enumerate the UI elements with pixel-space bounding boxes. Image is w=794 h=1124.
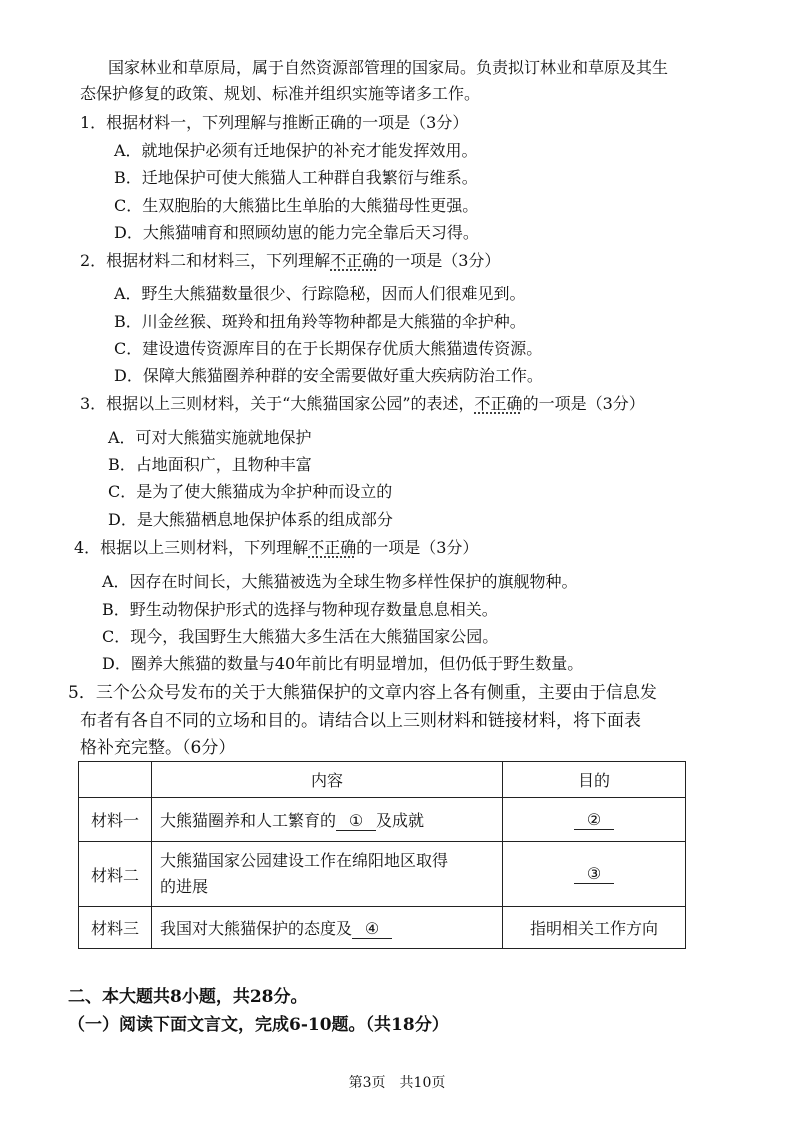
q3-stem-emphasis: 不正确 [474, 394, 523, 413]
answer-blank-2[interactable]: ② [574, 810, 614, 830]
table-row [79, 907, 686, 949]
q3-stem-post: 的一项是（3分） [522, 394, 645, 413]
q4-stem [74, 538, 478, 558]
q5-line-3: 格补充完整。（6分） [80, 738, 236, 758]
q5-line-1: 5．三个公众号发布的关于大熊猫保护的文章内容上各有侧重，主要由于信息发 [68, 683, 657, 703]
q2-option-b: B．川金丝猴、斑羚和扭角羚等物种都是大熊猫的伞护种。 [114, 312, 526, 331]
q5-line-2: 布者有各自不同的立场和目的。请结合以上三则材料和链接材料，将下面表 [80, 711, 641, 731]
row-purpose [503, 798, 686, 842]
table-header-row [79, 762, 686, 798]
q1-option-d: D．大熊猫哺育和照顾幼崽的能力完全靠后天习得。 [114, 223, 479, 242]
content-text: 的进展 [160, 877, 209, 896]
section-2-title: 二、本大题共8小题，共28分。 [68, 987, 308, 1007]
row-purpose: 指明相关工作方向 [503, 907, 686, 949]
q4-stem-pre: 4．根据以上三则材料，下列理解 [74, 538, 309, 557]
row-label: 材料一 [79, 798, 152, 842]
q3-option-b: B．占地面积广，且物种丰富 [108, 455, 312, 474]
q2-option-a: A．野生大熊猫数量很少、行踪隐秘，因而人们很难见到。 [114, 284, 526, 303]
q4-stem-post: 的一项是（3分） [356, 538, 479, 557]
content-text: 我国对大熊猫保护的态度及 [160, 919, 353, 938]
q3-option-a: A．可对大熊猫实施就地保护 [108, 428, 312, 447]
q4-stem-emphasis: 不正确 [308, 538, 357, 557]
content-text: 大熊猫圈养和人工繁育的 [160, 811, 337, 830]
q3-stem [80, 394, 645, 414]
answer-blank-1[interactable]: ① [336, 811, 376, 831]
q2-stem-post: 的一项是（3分） [378, 251, 501, 270]
section-2-subtitle: （一）阅读下面文言文，完成6-10题。（共18分） [68, 1015, 449, 1035]
content-text: 及成就 [376, 811, 425, 830]
answer-table [78, 761, 686, 949]
page-footer: 第3页 共10页 [348, 1075, 446, 1091]
q4-option-a: A．因存在时间长，大熊猫被选为全球生物多样性保护的旗舰物种。 [102, 572, 578, 591]
q1-option-c: C．生双胞胎的大熊猫比生单胎的大熊猫母性更强。 [114, 196, 479, 215]
q3-stem-pre: 3．根据以上三则材料，关于“大熊猫国家公园”的表述， [80, 394, 475, 413]
table-header-purpose: 目的 [503, 762, 686, 798]
q2-stem-emphasis: 不正确 [330, 251, 379, 270]
q4-option-c: C．现今，我国野生大熊猫大多生活在大熊猫国家公园。 [102, 627, 499, 646]
table-header-content: 内容 [152, 762, 503, 798]
q2-stem-pre: 2．根据材料二和材料三，下列理解 [80, 251, 331, 270]
intro-line-2: 态保护修复的政策、规划、标准并组织实施等诸多工作。 [80, 84, 481, 103]
q1-option-a: A．就地保护必须有迁地保护的补充才能发挥效用。 [114, 141, 478, 160]
row-label: 材料二 [79, 842, 152, 907]
table-header-blank [79, 762, 152, 798]
q2-stem [80, 251, 500, 271]
table-row [79, 798, 686, 842]
content-text: 大熊猫国家公园建设工作在绵阳地区取得 [160, 851, 449, 870]
q2-option-d: D．保障大熊猫圈养种群的安全需要做好重大疾病防治工作。 [114, 366, 543, 385]
table-row [79, 842, 686, 907]
q4-option-d: D．圈养大熊猫的数量与40年前比有明显增加，但仍低于野生数量。 [102, 654, 584, 673]
q1-stem: 1．根据材料一，下列理解与推断正确的一项是（3分） [80, 113, 469, 132]
answer-blank-4[interactable]: ④ [352, 919, 392, 939]
intro-line-1: 国家林业和草原局，属于自然资源部管理的国家局。负责拟订林业和草原及其生 [108, 58, 669, 77]
row-label: 材料三 [79, 907, 152, 949]
row-content [152, 907, 503, 949]
q3-option-c: C．是为了使大熊猫成为伞护种而设立的 [108, 482, 393, 501]
q1-option-b: B．迁地保护可使大熊猫人工种群自我繁衍与维系。 [114, 168, 478, 187]
q4-option-b: B．野生动物保护形式的选择与物种现存数量息息相关。 [102, 600, 498, 619]
row-content [152, 798, 503, 842]
answer-blank-3[interactable]: ③ [574, 864, 614, 884]
row-purpose [503, 842, 686, 907]
q3-option-d: D．是大熊猫栖息地保护体系的组成部分 [108, 510, 393, 529]
row-content [152, 842, 503, 907]
q2-option-c: C．建设遗传资源库目的在于长期保存优质大熊猫遗传资源。 [114, 339, 543, 358]
